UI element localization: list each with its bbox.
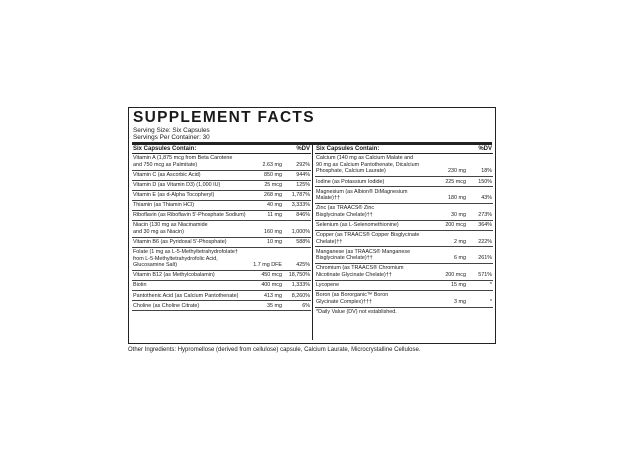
nutrient-dv: 18,750% [288,272,310,279]
panel-title: SUPPLEMENT FACTS [133,109,315,126]
nutrient-name: Vitamin C (as Ascorbic Acid) [133,171,201,178]
right-header-dv: %DV [478,146,492,152]
nutrient-name: Thiamin (as Thiamin HCl) [133,202,195,209]
nutrient-name: Choline (as Choline Citrate) [133,302,200,309]
nutrient-amount: 413 mg [264,292,282,299]
nutrient-amount: 450 mcg [261,272,282,279]
nutrient-name: Zinc (as TRAACS® Zinc Bisglycinate Chelate)†† [316,205,375,218]
nutrient-row [315,204,493,221]
nutrient-dv: 944% [296,171,310,178]
nutrient-name: Manganese (as TRAACS® Manganese Bisglycinate Chelate)†† [316,248,411,262]
nutrient-amount: 1.7 mg DFE [253,262,282,269]
nutrient-dv: 571% [478,272,492,278]
nutrient-row [132,191,311,201]
nutrient-dv: 1,333% [291,282,310,289]
other-ingredients: Other Ingredients: Hypromellose (derived from cellulose) capsule, Calcium Laurate, Microcrystalline Cellulose. [128,347,421,353]
nutrient-row [315,264,493,281]
nutrient-name: Pantothenic Acid (as Calcium Pantothenate) [133,292,239,299]
nutrient-dv: 1,787% [291,192,310,199]
nutrient-row [132,301,311,311]
nutrient-name: Vitamin E (as d-Alpha Tocopheryl) [133,192,215,199]
nutrient-row [315,231,493,248]
nutrient-name: Vitamin B6 (as Pyridoxal 5'-Phosphate) [133,239,227,246]
nutrient-row [315,281,493,291]
nutrient-dv: 6% [302,302,310,309]
nutrient-name: Biotin [133,282,147,289]
nutrient-row [315,247,493,264]
nutrient-amount: 15 mg [451,282,466,289]
nutrient-amount: 268 mg [264,192,282,199]
nutrient-name: Niacin (130 mg as Niacinamide and 30 mg as Niacin) [133,222,208,235]
nutrient-dv: 8,260% [291,292,310,299]
nutrient-amount: 25 mcg [264,182,282,189]
nutrient-dv: 273% [478,211,492,218]
dv-footnote: *Daily Value (DV) not established. [316,308,397,315]
nutrient-row [132,238,311,248]
nutrient-row [315,177,493,187]
nutrient-amount: 35 mg [267,302,282,309]
nutrient-row [132,171,311,181]
nutrient-row [132,201,311,211]
nutrient-dv: 1,000% [291,228,310,235]
nutrient-amount: 850 mg [264,171,282,178]
nutrient-amount: 6 mg [454,255,466,262]
nutrient-name: Calcium (140 mg as Calcium Malate and 90 mg as Calcium Pantothenate, Dicalcium Phosphate, Calcium Laurate) [316,155,420,175]
nutrient-dv: 18% [481,168,492,175]
nutrient-amount: 400 mcg [261,282,282,289]
nutrient-name: Copper (as TRAACS® Copper Bisglycinate Chelate)†† [316,232,420,245]
nutrient-name: Boron (as Bororganic™ Boron Glycinate Complex)††† [316,292,389,305]
nutrient-dv: 150% [478,178,492,185]
nutrient-dv: 425% [296,262,310,269]
nutrient-dv: 125% [296,182,310,189]
serving-size: Serving Size: Six Capsules [133,127,210,134]
nutrient-amount: 230 mg [448,168,466,175]
nutrient-name: Riboflavin (as Riboflavin 5'-Phosphate Sodium) [133,212,246,219]
nutrient-row [132,154,311,171]
nutrient-amount: 200 mcg [445,272,466,278]
nutrient-name: Vitamin A (1,875 mcg from Beta Carotene and 750 mcg as Palmitate) [133,155,233,168]
nutrient-amount: 160 mg [264,228,282,235]
nutrient-name: Folate (1 mg as L-5-Methyltetrahydrofolate† from L-5-Methyltetrahydrofolic Acid, Glucosamine Salt) [133,249,238,269]
right-header [315,145,493,154]
nutrient-name: Magnesium (as Albion® DiMagnesium Malate)†† [316,188,408,202]
nutrient-row [315,291,493,308]
column-divider [312,144,313,340]
nutrient-dv: 3,333% [291,202,310,209]
right-header-contains: Six Capsules Contain: [316,146,380,152]
nutrient-dv: 261% [478,255,492,262]
right-column [315,145,493,317]
nutrient-dv: * [489,282,492,289]
nutrient-name: Vitamin D (as Vitamin D3) (1,000 IU) [133,182,221,189]
left-header-contains: Six Capsules Contain: [133,146,197,152]
nutrient-amount: 2 mg [454,238,466,245]
nutrient-amount: 2.63 mg [262,161,282,168]
nutrient-row [132,248,311,271]
nutrient-amount: 11 mg [267,212,282,219]
left-nutrient-list [132,154,311,311]
nutrient-row [132,211,311,221]
left-header [132,145,311,154]
right-nutrient-list [315,154,493,308]
nutrient-amount: 10 mg [267,239,282,246]
nutrient-amount: 225 mcg [445,178,466,185]
left-column [132,145,311,311]
nutrient-dv: 588% [296,239,310,246]
nutrient-row [315,187,493,204]
nutrient-name: Vitamin B12 (as Methylcobalamin) [133,272,215,279]
nutrient-amount: 3 mg [454,298,466,305]
nutrient-name: Chromium (as TRAACS® Chromium Nicotinate Glycinate Chelate)†† [316,265,404,278]
nutrient-row [132,181,311,191]
supplement-facts-panel [128,107,496,344]
nutrient-amount: 180 mg [448,195,466,202]
nutrient-row [315,221,493,231]
servings-per-container: Servings Per Container: 30 [133,134,210,141]
nutrient-name: Selenium (as L-Selenomethionine) [316,221,399,228]
nutrient-amount: 200 mcg [445,221,466,228]
nutrient-dv: 846% [296,212,310,219]
nutrient-name: Iodine (as Potassium Iodide) [316,178,385,185]
nutrient-dv: 222% [478,238,492,245]
nutrient-row [132,221,311,238]
nutrient-dv: 43% [481,195,492,202]
nutrient-dv: * [489,298,492,305]
nutrient-name: Lycopene [316,282,340,289]
nutrient-row [132,271,311,281]
nutrient-row [132,281,311,291]
nutrient-row [315,154,493,177]
nutrient-dv: 292% [296,161,310,168]
nutrient-amount: 30 mg [451,211,466,218]
left-header-dv: %DV [296,146,310,152]
nutrient-dv: 364% [478,221,492,228]
nutrient-amount: 40 mg [267,202,282,209]
nutrient-row [132,291,311,301]
